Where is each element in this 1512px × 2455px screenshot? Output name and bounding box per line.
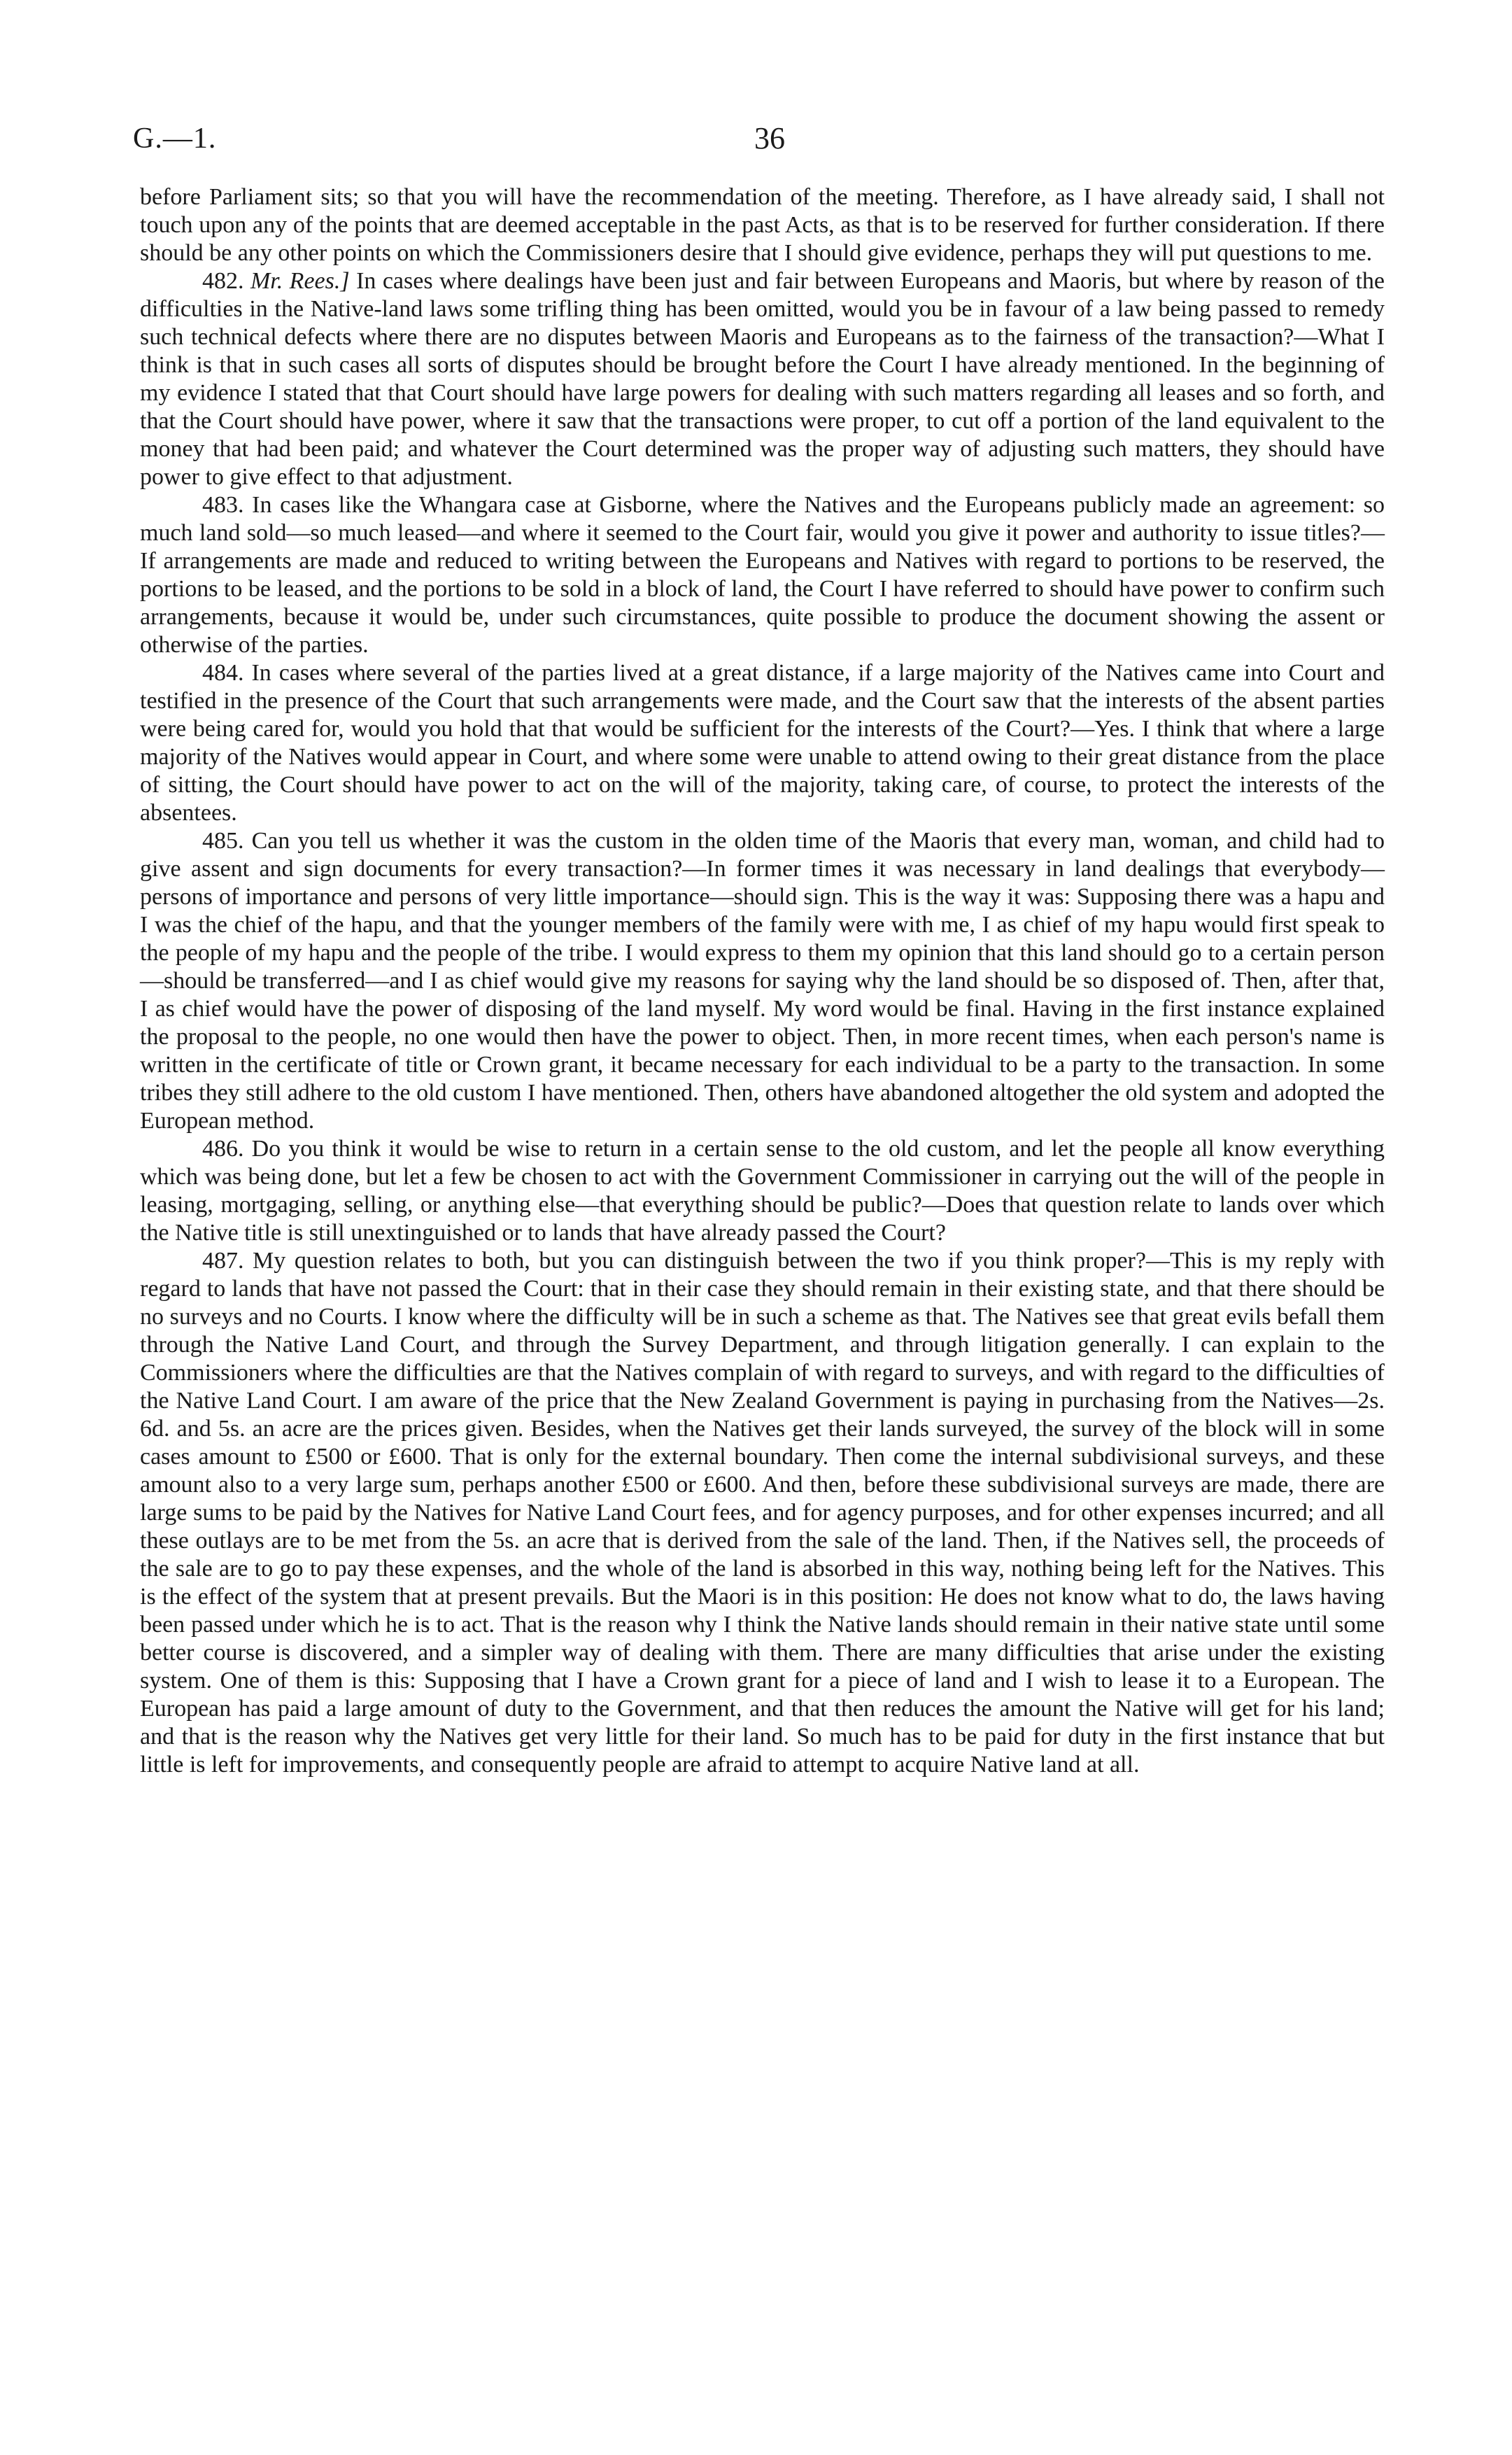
page-number: 36 [754, 121, 785, 155]
paragraph-text: Do you think it would be wise to return in a certain sense to the old custom, and let the people all know everything which was being done, but let a few be chosen to act with the Government Commissioner in carrying out the will of the people in leasing, mortgaging, selling, or anything else—that everything should be public?—Does that question relate to lands over which the Native title is still unextinguished or to lands that have already passed the Court? [140, 1136, 1385, 1246]
paragraph-text: In cases like the Whangara case at Gisborne, where the Natives and the Europeans publicly made an agreement: so much land sold—so much leased—and where it seemed to the Court fair, would you give it power and authority to issue titles?—If arrangements are made and reduced to writing between the Europeans and Natives with regard to portions to be reserved, the portions to be leased, and the portions to be sold in a block of land, the Court I have referred to should have power to confirm such arrangements, because it would be, under such circumstances, quite possible to produce the document showing the assent or otherwise of the parties. [140, 492, 1385, 658]
paragraph-483 [140, 491, 1385, 659]
evidence-body [140, 183, 1385, 1779]
paragraph-number: 482. [202, 268, 244, 294]
paragraph-number: 485. [202, 828, 244, 854]
paragraph-text: before Parliament sits; so that you will have the recommendation of the meeting. Therefore, as I have already said, I shall not touch upon any of the points that are deemed acceptable in the past Acts, as that is to be reserved for further consideration. If there should be any other points on which the Commissioners desire that I should give evidence, perhaps they will put questions to me. [140, 184, 1385, 266]
paragraph-text: Can you tell us whether it was the custom in the olden time of the Maoris that every man, woman, and child had to give assent and sign documents for every transaction?—In former times it was necessary in land dealings that everybody—persons of importance and persons of very little importance—should sign. This is the way it was: Supposing there was a hapu and I was the chief of the hapu, and that the younger members of the family were with me, I as chief of my hapu would first speak to the people of my hapu and the people of the tribe. I would express to them my opinion that this land should go to a certain person—should be transferred—and I as chief would give my reasons for saying why the land should be so disposed of. Then, after that, I as chief would have the power of disposing of the land myself. My word would be final. Having in the first instance explained the proposal to the people, no one would then have the power to object. Then, in more recent times, when each person's name is written in the certificate of title or Crown grant, it became necessary for each individual to be a party to the transaction. In some tribes they still adhere to the old custom I have mentioned. Then, others have abandoned altogether the old system and adopted the European method. [140, 828, 1385, 1134]
paragraph-487 [140, 1247, 1385, 1779]
speaker-name: Mr. Rees.] [250, 268, 350, 294]
paragraph-text: In cases where several of the parties lived at a great distance, if a large majority of the Natives came into Court and testified in the presence of the Court that such arrangements were made, and the Court saw that the interests of the absent parties were being cared for, would you hold that that would be sufficient for the interests of the Court?—Yes. I think that where a large majority of the Natives would appear in Court, and where some were unable to attend owing to their great distance from the place of sitting, the Court should have power to act on the will of the majority, taking care, of course, to protect the interests of the absentees. [140, 660, 1385, 826]
paragraph-number: 483. [202, 492, 244, 518]
paragraph-number: 484. [202, 660, 244, 686]
paragraph-485 [140, 827, 1385, 1135]
paragraph-484 [140, 659, 1385, 827]
document-reference: G.—1. [133, 122, 217, 155]
paragraph-continuation [140, 183, 1385, 267]
paragraph-486 [140, 1135, 1385, 1247]
paragraph-number: 486. [202, 1136, 244, 1162]
page-header [133, 118, 1390, 160]
paragraph-text: In cases where dealings have been just and fair between Europeans and Maoris, but where by reason of the difficulties in the Native-land laws some trifling thing has been omitted, would you be in favour of a law being passed to remedy such technical defects where there are no disputes between Maoris and Europeans as to the fairness of the transaction?—What I think is that in such cases all sorts of disputes should be brought before the Court I have already mentioned. In the beginning of my evidence I stated that that Court should have large powers for dealing with such matters regarding all leases and so forth, and that the Court should have power, where it saw that the transactions were proper, to cut off a portion of the land equivalent to the money that had been paid; and whatever the Court determined was the proper way of adjusting such matters, they should have power to give effect to that adjustment. [140, 268, 1385, 490]
paragraph-482 [140, 267, 1385, 491]
paragraph-number: 487. [202, 1248, 244, 1274]
paragraph-text: My question relates to both, but you can distinguish between the two if you think proper?—This is my reply with regard to lands that have not passed the Court: that in their case they should remain in their existing state, and that there should be no surveys and no Courts. I know where the difficulty will be in such a scheme as that. The Natives see that great evils befall them through the Native Land Court, and through the Survey Department, and through litigation generally. I can explain to the Commissioners where the difficulties are that the Natives complain of with regard to surveys, and with regard to the difficulties of the Native Land Court. I am aware of the price that the New Zealand Government is paying in purchasing from the Natives—2s. 6d. and 5s. an acre are the prices given. Besides, when the Natives get their lands surveyed, the survey of the block will in some cases amount to £500 or £600. That is only for the external boundary. Then come the internal subdivisional surveys, and these amount also to a very large sum, perhaps another £500 or £600. And then, before these subdivisional surveys are made, there are large sums to be paid by the Natives for Native Land Court fees, and for agency purposes, and for other expenses incurred; and all these outlays are to be met from the 5s. an acre that is derived from the sale of the land. Then, if the Natives sell, the proceeds of the sale are to go to pay these expenses, and the whole of the land is absorbed in this way, nothing being left for the Natives. This is the effect of the system that at present prevails. But the Maori is in this position: He does not know what to do, the laws having been passed under which he is to act. That is the reason why I think the Native lands should remain in their native state until some better course is discovered, and a simpler way of dealing with them. There are many difficulties that arise under the existing system. One of them is this: Supposing that I have a Crown grant for a piece of land and I wish to lease it to a European. The European has paid a large amount of duty to the Government, and that then reduces the amount the Native will get for his land; and that is the reason why the Natives get very little for their land. So much has to be paid for duty in the first instance that but little is left for improvements, and consequently people are afraid to attempt to acquire Native land at all. [140, 1248, 1385, 1778]
